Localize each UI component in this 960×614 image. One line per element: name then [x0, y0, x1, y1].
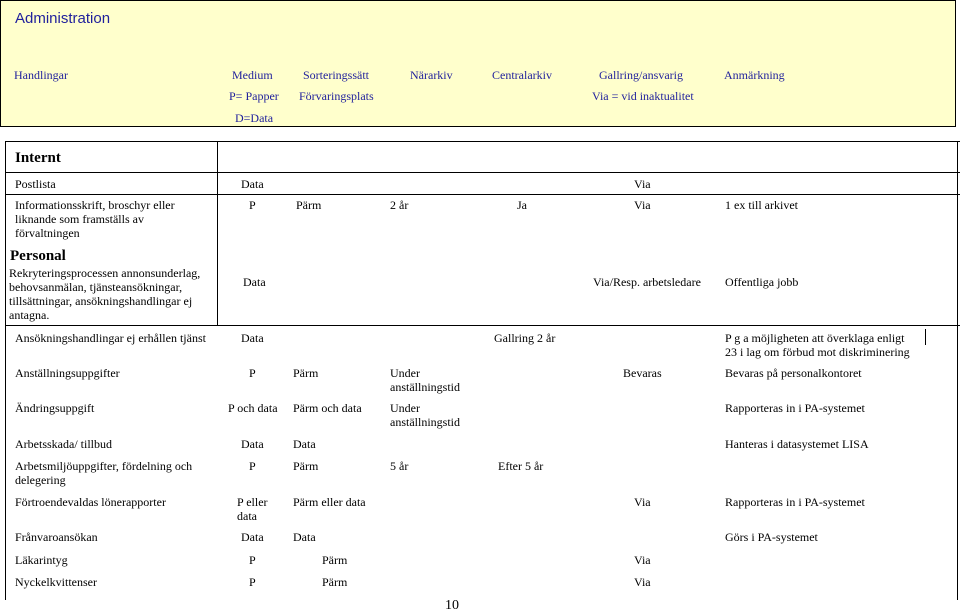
table-cell-medium: Data — [241, 177, 264, 191]
table-cell-gallring: Via — [634, 575, 651, 589]
grid-line — [5, 325, 960, 326]
table-cell-medium: P — [249, 366, 256, 380]
table-cell-handling: Arbetsmiljöuppgifter, fördelning och delegering — [15, 459, 193, 487]
table-cell-anmarkning: Bevaras på personalkontoret — [725, 366, 862, 380]
table-cell-medium: Data — [241, 437, 264, 451]
table-cell-handling: Informationsskrift, broschyr eller liknande som framställs av förvaltningen — [15, 198, 175, 240]
table-cell-medium: P eller data — [237, 495, 268, 523]
table-cell-sortering: Pärm — [293, 366, 319, 380]
table-cell-medium: P — [249, 198, 256, 212]
table-cell-nararkiv: Under anställningstid — [390, 366, 460, 394]
table-cell-handling: Arbetsskada/ tillbud — [15, 437, 112, 451]
table-cell-gallring: Via — [634, 553, 651, 567]
col-header-nararkiv: Närarkiv — [410, 68, 453, 82]
table-cell-centralarkiv: Ja — [517, 198, 527, 212]
table-cell-sortering: Data — [293, 437, 316, 451]
table-cell-gallring: Via — [634, 495, 651, 509]
grid-line — [957, 141, 958, 600]
table-cell-handling: Postlista — [15, 177, 56, 191]
table-cell-anmarkning: Hanteras i datasystemet LISA — [725, 437, 869, 451]
page-number: 10 — [445, 598, 459, 613]
header-banner — [0, 0, 956, 127]
table-cell-gallring: Bevaras — [623, 366, 662, 380]
col-header-sortering: Sorteringssätt — [303, 68, 369, 82]
margin-marker — [925, 329, 926, 345]
table-cell-handling: Ansökningshandlingar ej erhållen tjänst — [15, 331, 206, 345]
table-cell-sortering: Pärm — [293, 459, 319, 473]
grid-line — [217, 141, 218, 325]
grid-line — [5, 141, 960, 142]
table-cell-anmarkning: P g a möjligheten att överklaga enligt 23 i lag om förbud mot diskriminering — [725, 331, 910, 359]
table-cell-gallring: Via/Resp. arbetsledare — [593, 275, 701, 289]
grid-line — [5, 141, 6, 600]
table-cell-centralarkiv: Efter 5 år — [498, 459, 544, 473]
section-personal: Personal — [10, 248, 66, 264]
page-title: Administration — [15, 10, 111, 27]
table-cell-medium: Data — [241, 530, 264, 544]
table-cell-nararkiv: 2 år — [390, 198, 409, 212]
table-cell-nararkiv: 5 år — [390, 459, 409, 473]
table-cell-handling: Läkarintyg — [15, 553, 68, 567]
table-cell-handling: Rekryteringsprocessen annonsunderlag, behovsanmälan, tjänsteansökningar, tillsättningar, ansökningshandlingar ej antagna. — [9, 266, 201, 322]
table-cell-gallring: Via — [634, 198, 651, 212]
table-cell-sortering: Pärm — [296, 198, 322, 212]
table-cell-medium: Data — [241, 331, 264, 345]
table-cell-sortering: Data — [293, 530, 316, 544]
section-internt: Internt — [15, 150, 61, 166]
table-cell-medium: P — [249, 575, 256, 589]
table-cell-medium: P — [249, 553, 256, 567]
table-cell-handling: Nyckelkvittenser — [15, 575, 97, 589]
table-cell-medium: Data — [243, 275, 266, 289]
col-header-medium-sub2: D=Data — [235, 111, 274, 125]
table-cell-medium: P och data — [228, 401, 278, 415]
col-header-gallring: Gallring/ansvarig — [599, 68, 683, 82]
col-header-anmarkning: Anmärkning — [724, 68, 785, 82]
table-cell-handling: Frånvaroansökan — [15, 530, 98, 544]
table-cell-medium: P — [249, 459, 256, 473]
col-header-sortering-sub: Förvaringsplats — [299, 89, 374, 103]
table-cell-handling: Anställningsuppgifter — [15, 366, 120, 380]
col-header-medium-sub1: P= Papper — [229, 89, 279, 103]
table-cell-sortering: Pärm — [322, 553, 348, 567]
table-cell-anmarkning: 1 ex till arkivet — [725, 198, 798, 212]
table-cell-sortering: Pärm och data — [293, 401, 362, 415]
table-cell-handling: Ändringsuppgift — [15, 401, 95, 415]
table-cell-anmarkning: Rapporteras in i PA-systemet — [725, 495, 865, 509]
col-header-gallring-sub: Via = vid inaktualitet — [592, 89, 694, 103]
table-cell-sortering: Pärm eller data — [293, 495, 366, 509]
table-cell-gallring: Gallring 2 år — [494, 331, 556, 345]
col-header-handlingar: Handlingar — [14, 68, 68, 82]
table-cell-nararkiv: Under anställningstid — [390, 401, 460, 429]
table-cell-anmarkning: Rapporteras in i PA-systemet — [725, 401, 865, 415]
table-cell-gallring: Via — [634, 177, 651, 191]
table-cell-anmarkning: Offentliga jobb — [725, 275, 799, 289]
grid-line — [5, 194, 960, 195]
col-header-medium: Medium — [232, 68, 273, 82]
table-cell-sortering: Pärm — [322, 575, 348, 589]
table-cell-anmarkning: Görs i PA-systemet — [725, 530, 818, 544]
col-header-centralarkiv: Centralarkiv — [492, 68, 552, 82]
grid-line — [5, 172, 960, 173]
table-cell-handling: Förtroendevaldas lönerapporter — [15, 495, 166, 509]
